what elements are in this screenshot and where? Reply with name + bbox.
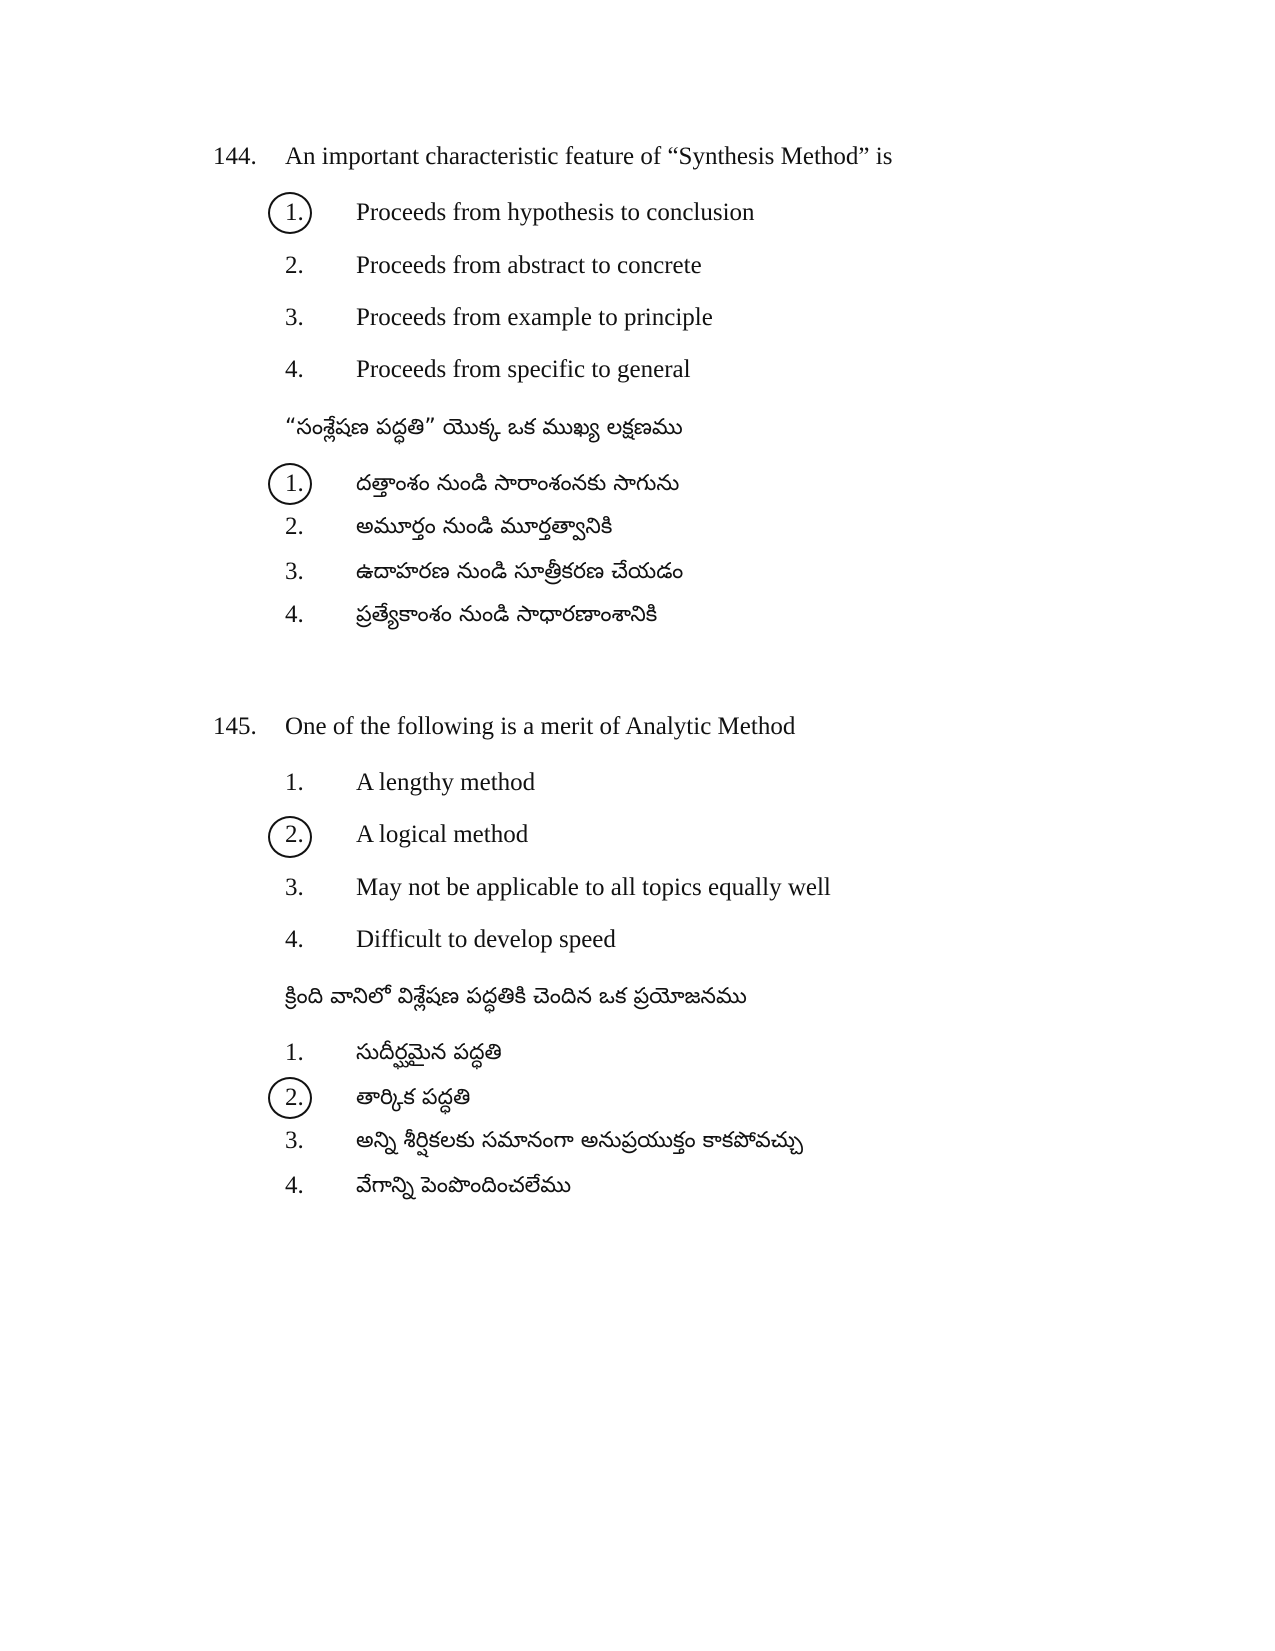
option-number: 2. (285, 821, 304, 848)
option-text: Proceeds from example to principle (356, 304, 713, 331)
option-number: 1. (285, 769, 304, 796)
option-text-telugu: అన్ని శీర్షికలకు సమానంగా అనుప్రయుక్తం కాకపోవచ్చు (356, 1128, 804, 1153)
option-text-telugu: వేగాన్ని పెంపొందించలేము (356, 1173, 572, 1198)
option-number: 2. (285, 513, 304, 540)
question-text-telugu: “సంశ్లేషణ పద్ధతి” యొక్క ఒక ముఖ్య లక్షణము (285, 415, 683, 440)
question-text: One of the following is a merit of Analytic Method (285, 713, 796, 740)
option-number: 4. (285, 1172, 304, 1199)
option-text-telugu: ప్రత్యేకాంశం నుండి సాధారణాంశానికి (356, 602, 658, 627)
option-number: 1. (285, 199, 304, 226)
option-number: 3. (285, 1127, 304, 1154)
question-number: 145. (213, 713, 257, 740)
option-number: 4. (285, 926, 304, 953)
option-number: 3. (285, 304, 304, 331)
option-text-telugu: తార్కిక పద్ధతి (356, 1085, 471, 1110)
option-number: 3. (285, 874, 304, 901)
option-text: Proceeds from hypothesis to conclusion (356, 199, 755, 226)
option-text: Proceeds from specific to general (356, 356, 691, 383)
option-number: 1. (285, 470, 304, 497)
question-text: An important characteristic feature of “Synthesis Method” is (285, 143, 893, 170)
question-number: 144. (213, 143, 257, 170)
option-text: Difficult to develop speed (356, 926, 616, 953)
option-text-telugu: అమూర్తం నుండి మూర్తత్వానికి (356, 514, 613, 539)
option-text: May not be applicable to all topics equally well (356, 874, 831, 901)
question-text-telugu: క్రింది వానిలో విశ్లేషణ పద్ధతికి చెందిన ఒక ప్రయోజనము (285, 984, 747, 1009)
option-number: 4. (285, 356, 304, 383)
option-number: 2. (285, 1084, 304, 1111)
option-number: 2. (285, 252, 304, 279)
option-number: 3. (285, 558, 304, 585)
option-text-telugu: దత్తాంశం నుండి సారాంశంనకు సాగును (356, 471, 680, 496)
option-number: 1. (285, 1039, 304, 1066)
option-text: Proceeds from abstract to concrete (356, 252, 702, 279)
option-text-telugu: సుదీర్ఘమైన పద్ధతి (356, 1040, 502, 1065)
option-text-telugu: ఉదాహరణ నుండి సూత్రీకరణ చేయడం (356, 559, 684, 584)
option-text: A lengthy method (356, 769, 536, 796)
option-text: A logical method (356, 821, 529, 848)
option-number: 4. (285, 601, 304, 628)
